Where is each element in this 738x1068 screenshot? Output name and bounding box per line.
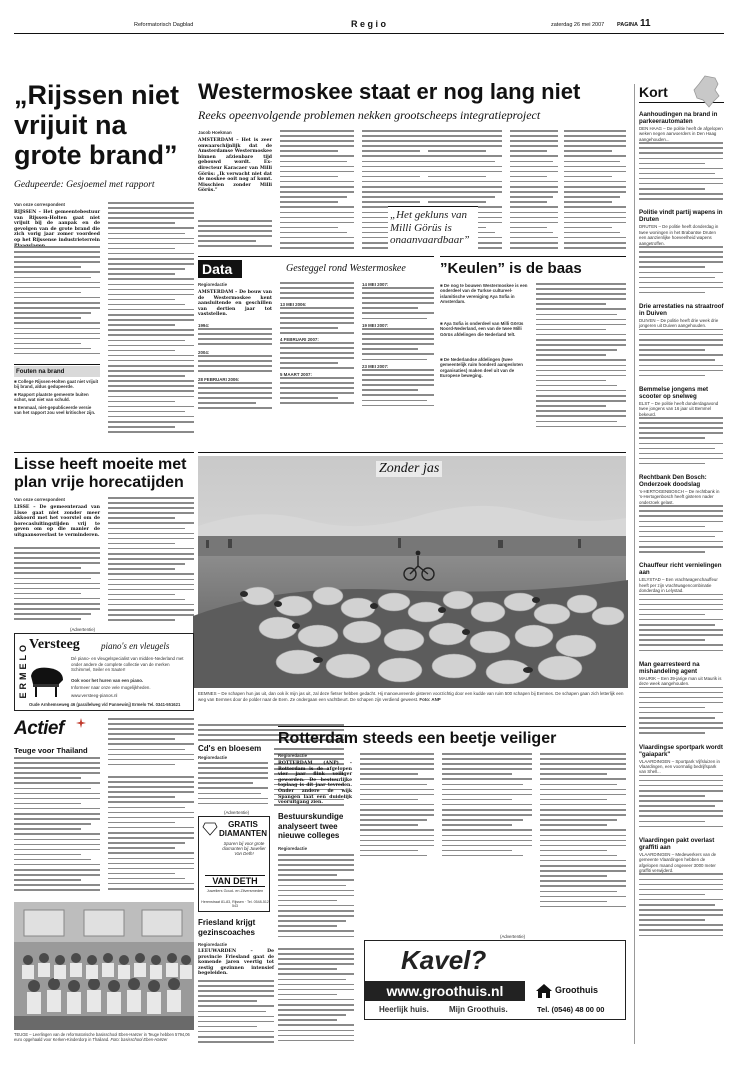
rijssen-body-col2 [108,202,194,438]
teuge-caption-text: TEUGE – Leerlingen van de reformatorische basisschool Eben-Haëzer in Teuge hebben 5794,06 euro opgehaald voor Kerken-Kinderdorp in Thailand. [14,1032,190,1043]
data-entry: 19 MEI 2007: [362,323,389,328]
factbox-item: ■ Eenmaal, niet-gepubliceerde versie van het rapport zou veel kritischer zijn. [14,404,96,416]
data-box-col3 [362,282,434,432]
actief-block [14,716,194,1046]
kort-item-body [639,417,723,468]
data-box-subtitle: Gesteggel rond Westermoskee [286,263,406,274]
kort-item-title: Vlaardingse sportpark wordt "gaiapark" [639,743,723,758]
kort-item-body [639,594,723,655]
kort-item-title: Man gearresteerd na mishandeling agent [639,660,700,675]
groothuis-ad[interactable] [364,940,626,1020]
friesland-headline: Friesland krijgt gezinscoaches [198,918,256,937]
netherlands-map-icon [691,74,723,108]
data-entry: 4 FEBRUARI 2007: [280,337,319,342]
kort-item-body [639,246,723,297]
kort-item-title: Rechtbank Den Bosch: Onderzoek doodslag [639,474,707,489]
kort-item-lead: LELYSTAD – Een vrachtwagenchauffeur heeft per zijn vrachtwagencombinatie donderdag in Lelystad. [639,577,718,594]
vandeth-logo: VAN DETH [205,875,265,887]
kort-item-lead: VLAARDINGEN – Sportpark Vijfsluizen in Vlaardingen, een voormalig bedrijfspark van Shell... [639,758,720,775]
school-children-photo [14,902,194,1030]
keulen-item: ■ De Nederlandse afdelingen (twee gemeentelijk ruim honderd aangesloten organisaties) maken deel uit van de Europese beweging. [440,357,523,379]
versteeg-ad[interactable] [14,633,194,711]
lisse-article [14,452,194,622]
rotterdam-body-col1 [360,753,434,863]
vandeth-address: Herenstraat 81-83, Rijssen · Tel. 0548-512 543 [201,900,269,908]
kort-item-body [639,873,723,939]
kort-item-title: Aanhoudingen na brand in parkeerautomaten [639,111,718,125]
lisse-body-col1 [14,547,100,623]
westermoskee-body-col2 [280,130,354,254]
versteeg-line: Informeer naar onze vele mogelijkheden. [71,685,151,690]
data-entry: 14 MEI 2007: [362,282,389,287]
kort-item-lead: VLAARDINGEN – Medewerkers van de gemeente Vlaardingen hebben de afgelopen maand ongeveer 3000 meter graffiti verwijderd. [639,851,717,874]
lisse-body-col2 [108,497,194,623]
rijssen-subhead: Gedupeerde: Gesjoemel met rapport [14,179,155,190]
data-box-col1 [198,323,272,431]
photo-caption [198,691,626,702]
kort-items [639,111,724,940]
bestuur-byline: Regioredactie [278,846,308,851]
versteeg-line: Ook voor het huren van een piano. [71,678,144,683]
keulen-box [440,256,626,432]
kort-item [639,837,724,940]
rijssen-body-col1 [14,246,100,358]
keulen-item: ■ De nog te bouwen Westermoskee is een onderdeel van de Turkse cultureel-islamitische vereniging Aya Sofia in Amsterdam. [440,283,528,305]
rijssen-headline: „Rijssen niet vrijuit na grote brand” [14,80,180,170]
teuge-body-col2 [108,776,194,897]
cd-byline: Regioredactie [198,755,228,760]
groothuis-slogan: Heerlijk huis. [379,1005,429,1014]
friesland-intro: LEEUWARDEN – De provincie Friesland gaat de komende jaren veertig tot zestig gezinnen intensief begeleiden. [198,949,274,977]
house-icon [535,983,553,999]
ad-label: (Advertentie) [224,810,250,815]
westermoskee-subhead: Reeks opeenvolgende problemen nekken grootscheeps integratieproject [198,108,541,122]
friesland-body-col2 [278,948,354,1046]
sheep-photo [198,456,626,688]
data-box-title: Data [198,260,242,278]
westermoskee-body-col6 [564,130,626,254]
kort-item [639,111,724,203]
kort-item [639,209,724,297]
grand-piano-icon [29,664,65,698]
section-name: R e g i o [351,19,387,29]
sparkle-icon [76,718,86,728]
lisse-headline: Lisse heeft moeite met plan vrije horecatijden [14,456,187,491]
rotterdam-body-col2 [442,753,532,863]
rotterdam-article [278,726,626,916]
westermoskee-pullquote: „Het gekluns van Milli Görüs is onaanvaardbaar” [388,206,478,249]
groothuis-slogan2: Mijn Groothuis. [449,1005,508,1014]
data-entry: 13 MEI 2006: [280,302,307,307]
factbox-item: ■ College Rijssen-Holten gaat niet vrijuit bij brand, aldus gedupeerde. [14,379,99,390]
lisse-intro: LISSE – De gemeenteraad van Lisse gaat niet zonder meer akkoord met het voorstel om de horecasluitingstijden vrij te geven om op die manier de uitgaansoverlast te verminderen. [14,505,100,538]
photo-title: Zonder jas [376,461,442,477]
cd-headline: Cd's en bloesem [198,744,262,753]
photo-block [198,452,626,720]
versteeg-brand: Versteeg [29,637,80,652]
keulen-item: ■ Aya Sofia is onderdeel van Milli Görüs Noord-Nederland, een van de twee Milli Görüs afdelingen die Nederland telt. [440,321,524,337]
kort-item-lead: DEN HAAG – De politie heeft de afgelopen weken negen aanvoerders in Den Haag aangehouden... [639,126,723,142]
groothuis-phone: Tel. (0546) 48 00 00 [537,1005,605,1014]
versteeg-tagline: piano's en vleugels [101,641,170,651]
kort-item-title: Politie vindt partij wapens in Druten [639,209,723,224]
rotterdam-intro: ROTTERDAM (ANP) – Rotterdam is de afgelopen vier jaar flink veiliger geworden. De bestuurlijke toplaag is dit jaar tevreden. Onder andere de wijk Spangen laat een duidelijk vooruitgang zien. [278,761,352,806]
paper-name: Reformatorisch Dagblad [134,22,194,28]
factbox-title: Fouten na brand [14,366,100,377]
rotterdam-body-col3 [540,753,626,913]
actief-logo: Actief [14,718,64,739]
ad-label: (Advertentie) [500,934,526,939]
groothuis-url[interactable]: www.groothuis.nl [365,981,525,1001]
vandeth-sub: Juweliers Goud- en Zilversmeden [206,889,264,893]
diamanten-subtitle: Sparen bij voor grote diamanten bij Juwelier Van Deth! [222,841,266,856]
page-date: zaterdag 26 mei 2007 [551,22,605,28]
data-entry: 5 MAART 2007: [280,372,312,377]
friesland-article [198,918,274,1046]
kort-item-title: Vlaardingen pakt overlast graffiti aan [639,836,715,851]
teuge-headline: Teuge voor Thailand [14,746,88,755]
kort-item-body [639,329,723,380]
data-entry: 1994: [198,323,210,328]
westermoskee-body-col5 [510,130,558,254]
westermoskee-intro: AMSTERDAM – Het is zeer onwaarschijnlijk dat de Amsterdamse Westermoskee binnen afzienbare tijd gebouwd wordt. Ex-directeur Karacaer van Milli Görüs: „Ik verwacht niet dat de moskee ooit nog af komt. Misschien zonder Milli Görüs.” [198,138,272,194]
diamanten-ad[interactable] [198,816,270,912]
data-box [198,256,434,432]
bestuur-headline: Bestuurskundige analyseert twee nieuwe colleges [278,812,344,841]
data-entry: 28 FEBRUARI 2006: [198,377,240,382]
diamond-icon [203,823,217,835]
kort-item [639,303,724,380]
actief-side-text [108,718,194,770]
ad-label: (Advertentie) [70,627,96,632]
kort-item [639,661,724,738]
kort-item-lead: DRUTEN – De politie heeft donderdag in twee woningen in het Brabantse Druten een aanzienlijke hoeveelheid wapens aangetroffen. [639,224,719,246]
kort-item [639,744,724,831]
kort-item-body [639,687,723,738]
rotterdam-headline: Rotterdam steeds een beetje veiliger [278,730,557,747]
lisse-byline: Van onze correspondent [14,497,65,502]
photo-credit: Foto: ANP [419,696,441,702]
friesland-byline: Regioredactie [198,942,228,947]
factbox-item: ■ Rapport plaatste gemeente buiten schot, wat niet van schuld. [14,391,89,403]
groothuis-brand: Groothuis [555,985,598,995]
versteeg-line: Dé piano- en vleugelspecialist van midden-Nederland met onder andere de complete collectie van de merken Schimmel, Seiler en Sauter! [71,656,184,673]
kort-item-title: Chauffeur richt vernielingen aan [639,562,722,577]
teuge-caption [14,1032,194,1042]
kort-item-lead: DUIVEN – De politie heeft drie week drie jongeren uit Duiven aangehouden. [639,318,719,329]
westermoskee-article [198,80,626,254]
photo-caption-text: EEMNES – De schapen hun jas uit, dan ook ik mijn jas uit, zal deze fietser hebben gedacht. Hij manoeuvreerde gisteren voorzichtig door een kudde van ruim 500 schapen bij Eemnes. De schapen gaan zich letterlijk een weg van Eemnes door de polder naar de Eem. Ze ondergaan een vachtbeurt. De schapen zijn verdiend geweest. [198,691,624,702]
rijssen-article [14,80,194,440]
kort-item-lead: MAURIK – Een 39-jarige man uit Maurik is deze week aangehouden. [639,675,722,687]
data-box-intro: AMSTERDAM – De bouw van de Westermoskee kent aansluitende en geschillen van dertien jaar tot vaststellen. [198,290,272,318]
data-entry: 2004: [198,350,210,355]
cd-body-col1 [198,762,268,808]
kort-item-lead: 's-HERTOGENBOSCH – De rechtbank in 's-Hertogenbosch heeft gisteren nader onderzoek gelast. [639,489,720,505]
westermoskee-body-col1 [198,220,272,254]
kort-item [639,474,724,556]
friesland-body [198,980,274,1046]
kort-item-body [639,142,723,203]
data-entry: 23 MEI 2007: [362,364,389,369]
rijssen-intro: RIJSSEN – Het gemeentebestuur van Rijssen-Holten gaat niet vrijuit bij de aanpak en de gevolgen van de grote brand die zich vorig jaar zomer voordeed op het Rijssense industrieterrein [14,210,100,243]
versteeg-vertical: ERMELO [18,642,28,699]
kort-item-lead: ELST – De politie heeft donderdagavond twee jongens van 16 jaar uit Bemmel bekeurd. [639,400,719,417]
diamanten-title: GRATIS DIAMANTEN [219,820,267,838]
kort-item-title: Drie arrestaties na straatroof in Duiven [639,303,724,318]
teuge-body-col1 [14,757,100,897]
kavel-title: Kavel? [401,945,487,975]
keulen-title: ”Keulen” is de baas [440,260,582,277]
rijssen-byline: Van onze correspondent [14,202,65,207]
keulen-body [536,283,626,431]
rotterdam-byline: Regioredactie [278,753,308,758]
kort-item-body [639,505,723,556]
page-label: PAGINA [617,22,638,28]
versteeg-website[interactable]: www.versteeg-pianos.nl [71,693,118,698]
data-box-byline: Regioredactie [198,282,228,287]
kort-item [639,386,724,468]
westermoskee-headline: Westermoskee staat er nog lang niet [198,79,581,104]
page-number: 11 [640,18,651,29]
data-box-col2 [280,282,354,432]
kort-item-body [639,775,723,831]
kort-item-title: Bemmelse jongens met scooter op snelweg [639,385,709,400]
kort-title: Kort [639,84,724,103]
rijssen-factbox [14,364,100,436]
page-header [14,18,724,32]
westermoskee-byline: Jacob Hoekman [198,130,232,135]
versteeg-address: Oude Arnhemseweg 46 (parallelweg v/d Pannewinj) Ermelo Tel. 0341-551621 [29,702,181,707]
teuge-credit: Foto: basisschool Eben-Haëzer [110,1037,168,1043]
kort-item [639,562,724,654]
kort-column [634,84,724,1044]
